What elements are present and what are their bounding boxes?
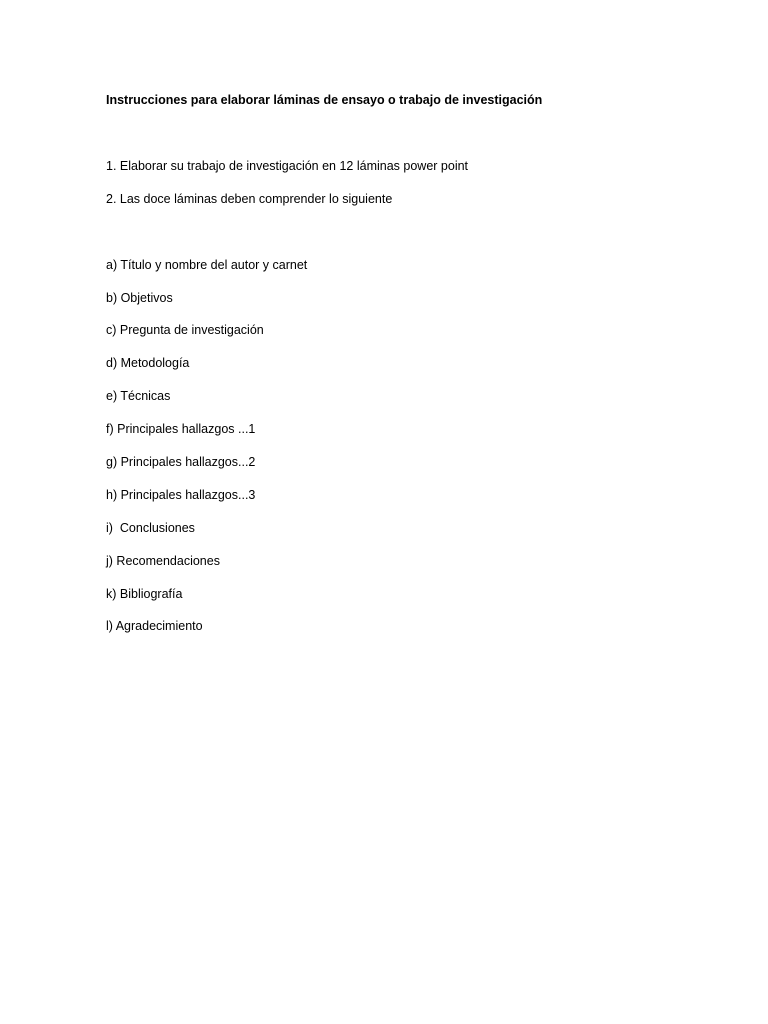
list-item-k: k) Bibliografía [106,587,183,601]
list-item-l: l) Agradecimiento [106,619,203,633]
list-item-a: a) Título y nombre del autor y carnet [106,258,308,272]
list-item-g: g) Principales hallazgos...2 [106,455,256,469]
list-item-i: i) Conclusiones [106,521,195,535]
instruction-1: 1. Elaborar su trabajo de investigación en 12 láminas power point [106,159,469,173]
list-item-d: d) Metodología [106,356,190,370]
list-item-b: b) Objetivos [106,291,173,305]
list-item-f: f) Principales hallazgos ...1 [106,422,256,436]
list-item-j: j) Recomendaciones [106,554,220,568]
document-title: Instrucciones para elaborar láminas de ensayo o trabajo de investigación [106,93,543,107]
instruction-2: 2. Las doce láminas deben comprender lo siguiente [106,192,393,206]
list-item-e: e) Técnicas [106,389,171,403]
list-item-h: h) Principales hallazgos...3 [106,488,256,502]
list-item-c: c) Pregunta de investigación [106,323,264,337]
